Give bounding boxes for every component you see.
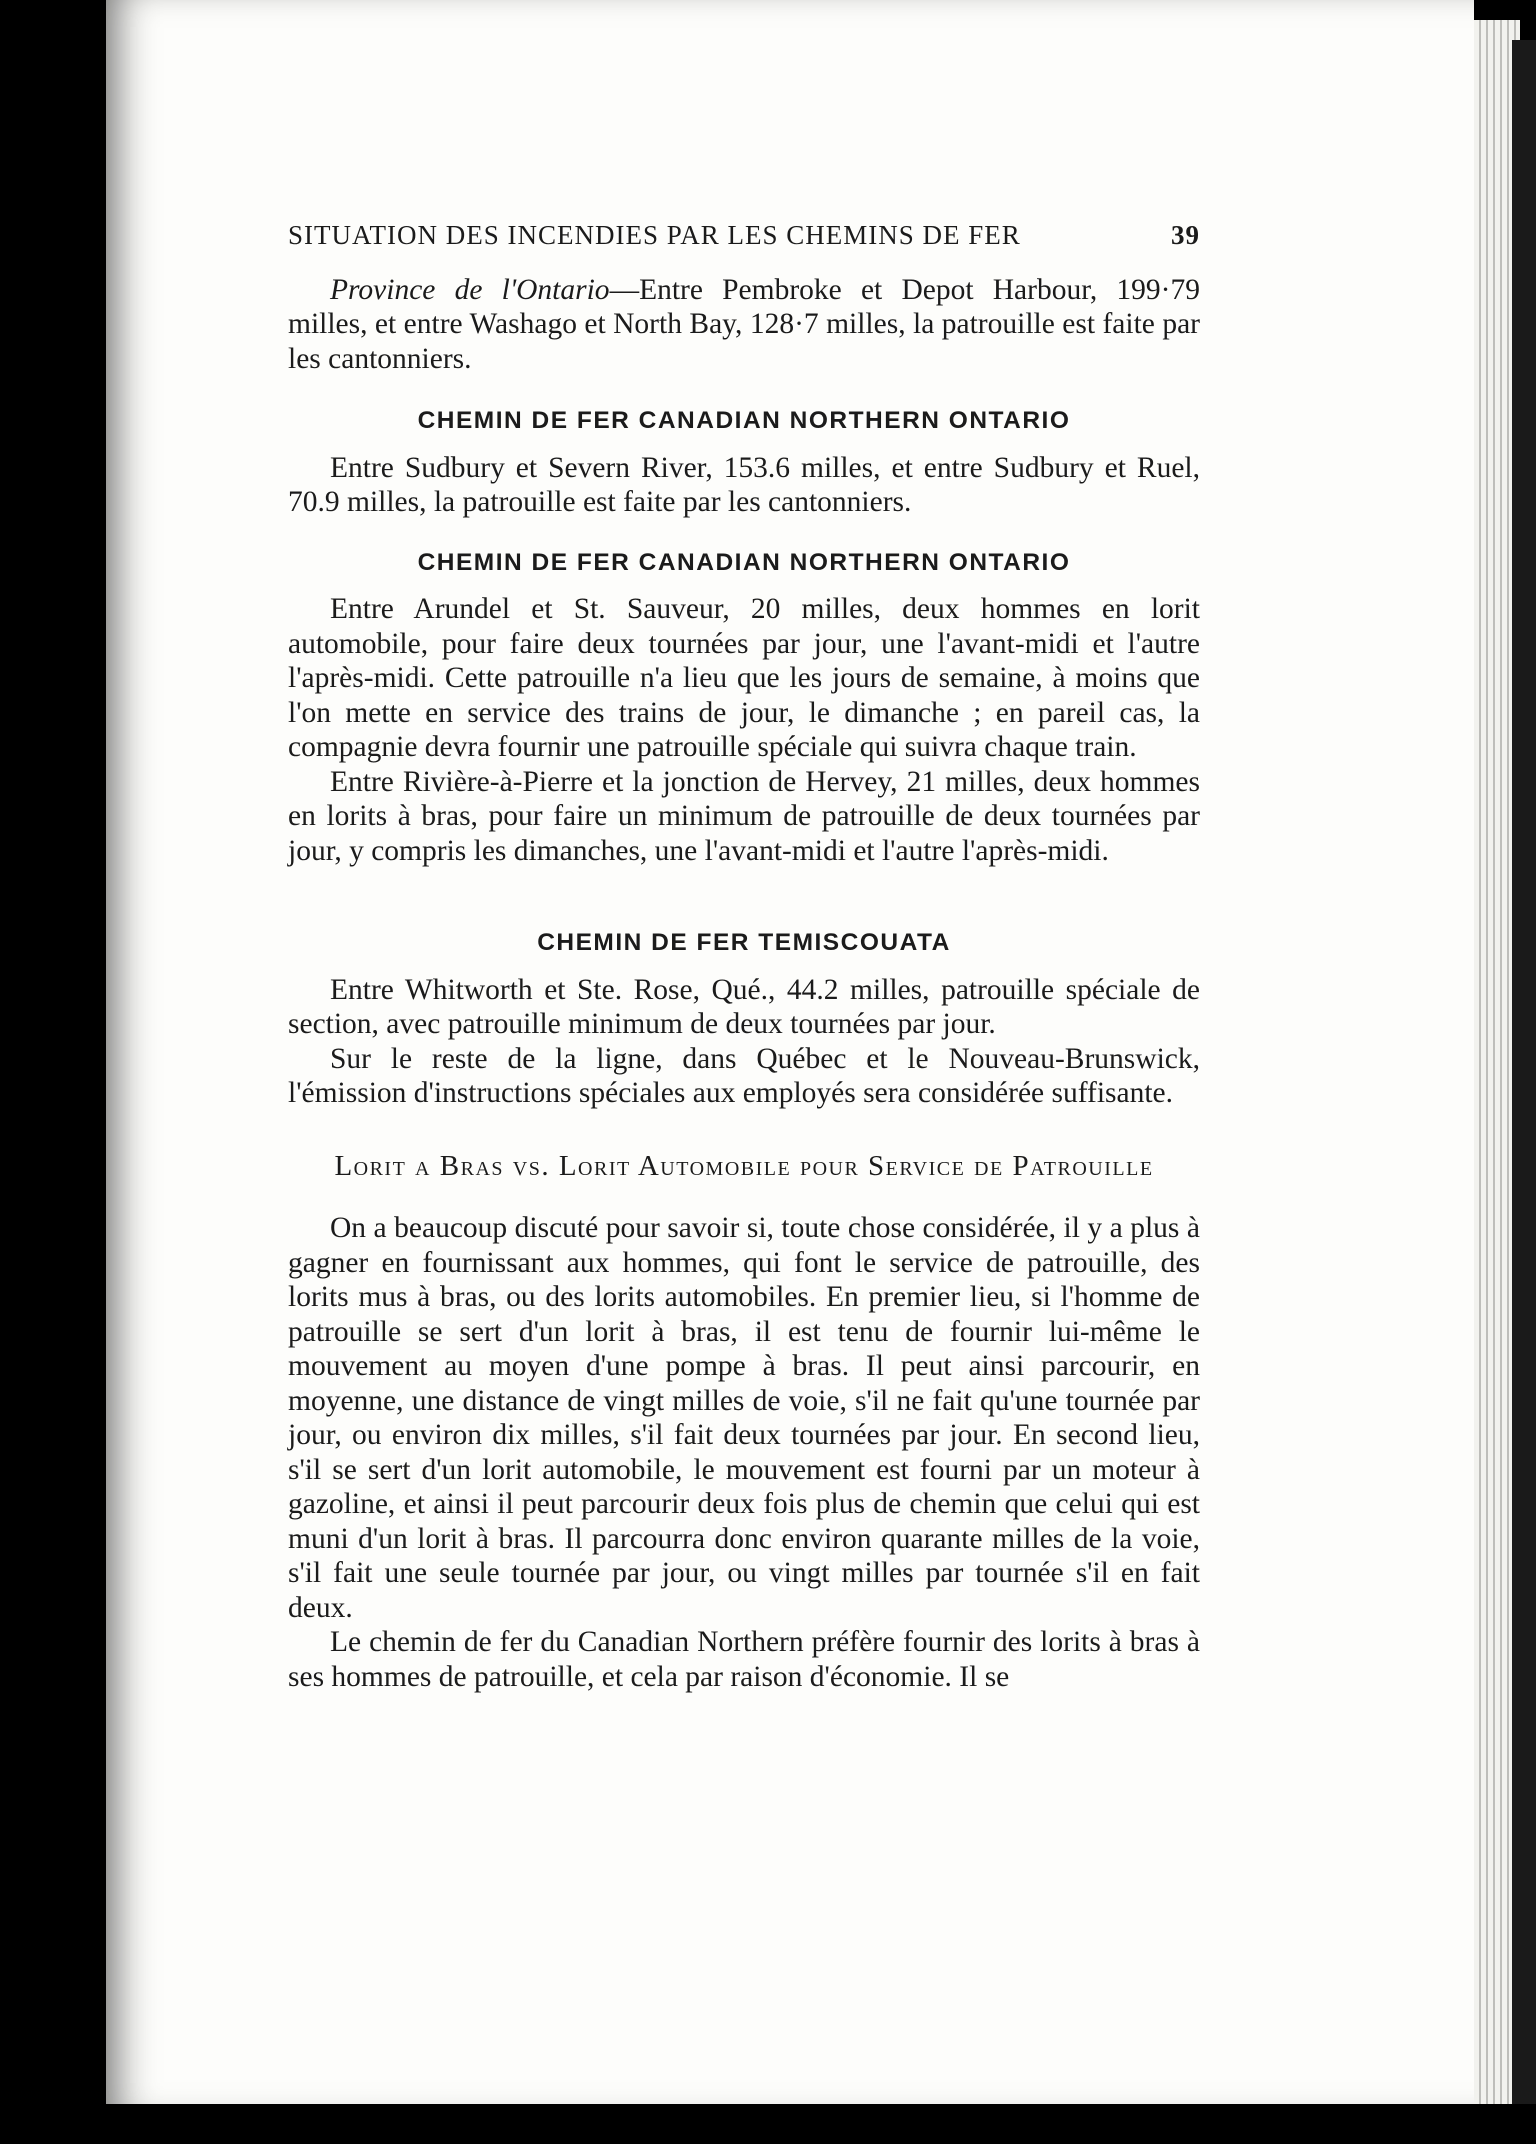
comparison-paragraph: Le chemin de fer du Canadian Northern préfère fournir des lorits à bras à ses hommes de patrouille, et cela par raison d'économie. Il se (288, 1626, 1200, 1693)
comparison-paragraph: On a beaucoup discuté pour savoir si, toute chose considérée, il y a plus à gagner en fournissant aux hommes, qui font le service de patrouille, des lorits mus à bras, ou des lorits automobiles. En premier lieu, si l'homme de patrouille se sert d'un lorit à bras, il est tenu de fournir lui-même le mouvement au moyen d'une pompe à bras. Il peut ainsi parcourir, en moyenne, une distance de vingt milles de voie, s'il ne fait qu'une tournée par jour, ou environ dix milles, s'il fait deux tournées par jour. En second lieu, s'il se sert d'un lorit automobile, le mouvement est fourni par un moteur à gazoline, et ainsi il peut parcourir deux fois plus de chemin que celui qui est muni d'un lorit à bras. Il parcourra donc environ quarante milles de la voie, s'il fait une seule tournée par jour, ou vingt milles par tournée s'il en fait deux. (288, 1212, 1200, 1624)
binding-gutter (0, 0, 112, 2144)
section-paragraph: Entre Whitworth et Ste. Rose, Qué., 44.2 milles, patrouille spéciale de section, avec patrouille minimum de deux tournées par jour. (288, 973, 1200, 1040)
bottom-shadow (106, 2104, 1536, 2144)
page-number: 39 (1171, 220, 1200, 250)
section-paragraph: Entre Sudbury et Severn River, 153.6 milles, et entre Sudbury et Ruel, 70.9 milles, la patrouille est faite par les cantonniers. (288, 451, 1200, 518)
book-cover-edge (1512, 40, 1536, 2144)
section-heading: CHEMIN DE FER TEMISCOUATA (537, 929, 951, 956)
running-title: SITUATION DES INCENDIES PAR LES CHEMINS DE FER (288, 220, 1021, 250)
opening-paragraph (288, 273, 1200, 377)
opening-lead: Province de l'Ontario (330, 273, 610, 306)
section-paragraph: Entre Arundel et St. Sauveur, 20 milles, deux hommes en lorit automobile, pour faire deux tournées par jour, une l'avant-midi et l'autre l'après-midi. Cette patrouille n'a lieu que les jours de semaine, à moins que l'on mette en service des trains de jour, le dimanche ; en pareil cas, la compagnie devra fournir une patrouille spéciale qui suivra chaque train. (288, 593, 1200, 763)
section-heading: CHEMIN DE FER CANADIAN NORTHERN ONTARIO (417, 407, 1071, 434)
section-paragraph: Entre Rivière-à-Pierre et la jonction de Hervey, 21 milles, deux hommes en lorits à bras, pour faire un minimum de patrouille de deux tournées par jour, y compris les dimanches, une l'avant-midi et l'autre l'après-midi. (288, 765, 1200, 867)
opening-text: —Entre Pembroke et Depot Harbour, 199·79 milles, et entre Washago et North Bay, 128·7 milles, la patrouille est faite par les cantonniers. (288, 273, 1200, 375)
comparison-heading: Lorit a Bras vs. Lorit Automobile pour Service de Patrouille (334, 1149, 1154, 1182)
section-heading: CHEMIN DE FER CANADIAN NORTHERN ONTARIO (417, 548, 1071, 576)
section-paragraph: Sur le reste de la ligne, dans Québec et le Nouveau-Brunswick, l'émission d'instructions spéciales aux employés sera considérée suffisante. (288, 1042, 1200, 1109)
running-header (288, 218, 1200, 253)
page-content (288, 218, 1200, 1694)
